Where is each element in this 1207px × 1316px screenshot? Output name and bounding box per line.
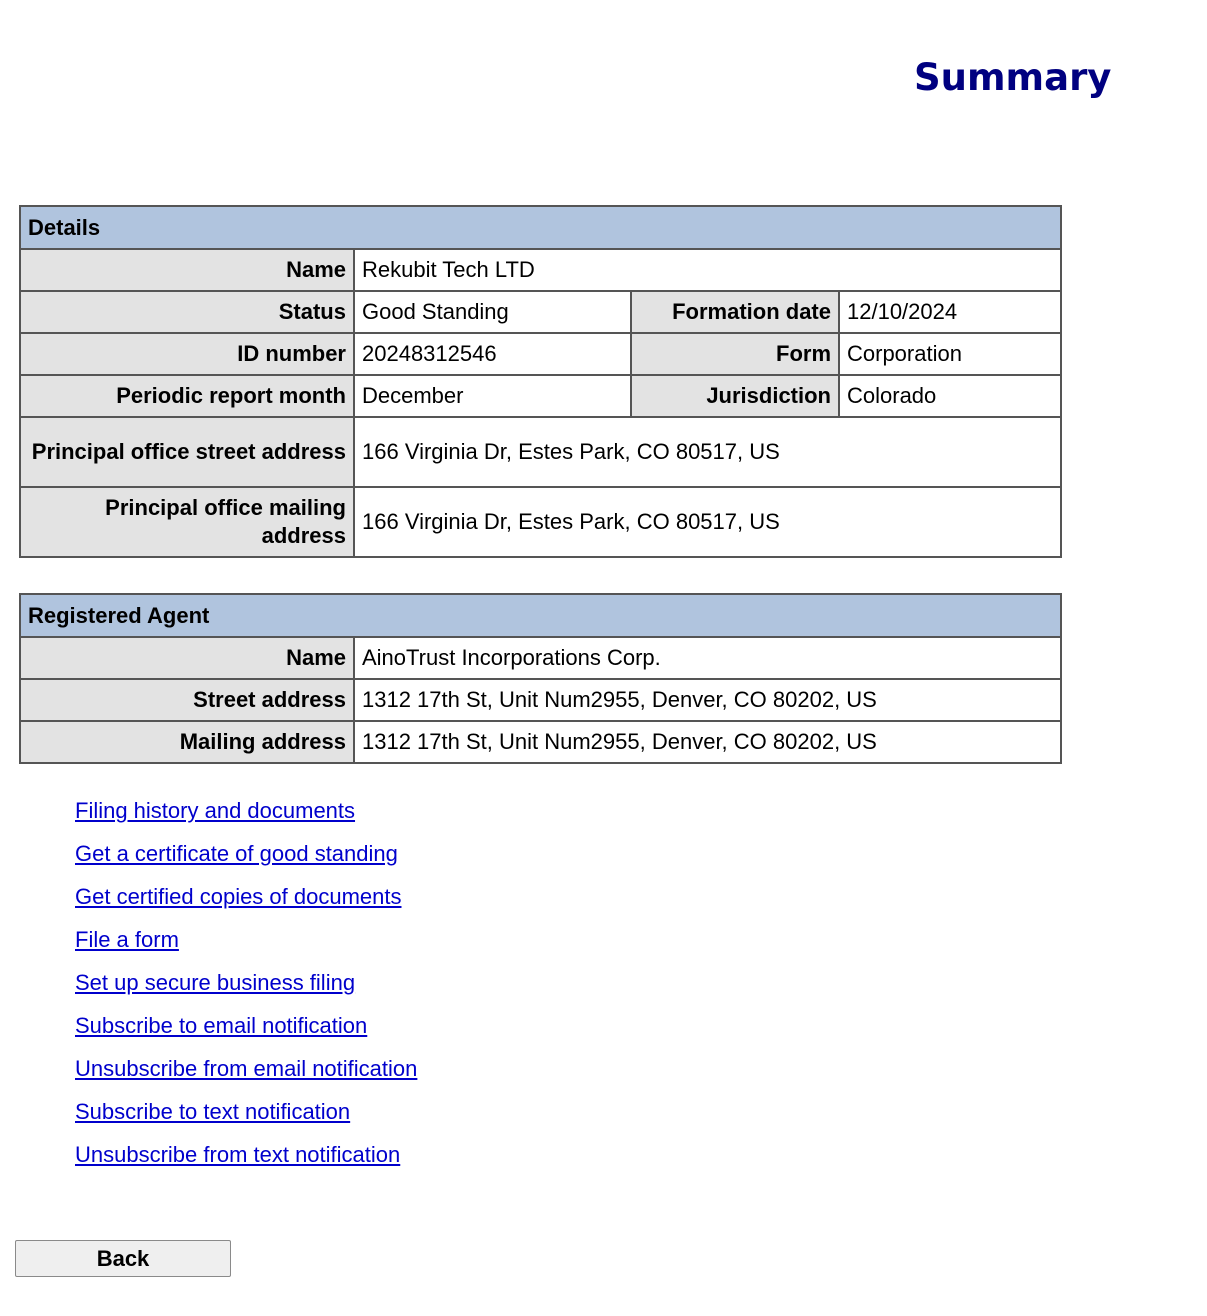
secure-filing-link[interactable]: Set up secure business filing: [75, 970, 356, 995]
file-form-link[interactable]: File a form: [75, 927, 179, 952]
formation-date-label: Formation date: [631, 291, 839, 333]
status-label: Status: [20, 291, 354, 333]
status-value: Good Standing: [354, 291, 631, 333]
action-links: [75, 795, 417, 1182]
list-item: [75, 881, 417, 924]
list-item: [75, 1010, 417, 1053]
back-button[interactable]: Back: [15, 1240, 231, 1277]
certificate-good-standing-link[interactable]: Get a certificate of good standing: [75, 841, 398, 866]
detail-row-status: [20, 291, 1061, 333]
detail-row-street-address: [20, 417, 1061, 487]
entity-name-value: Rekubit Tech LTD: [354, 249, 1061, 291]
agent-name-label: Name: [20, 637, 354, 679]
agent-row-name: [20, 637, 1061, 679]
details-table: [19, 205, 1062, 558]
agent-row-street: [20, 679, 1061, 721]
detail-row-report-month: [20, 375, 1061, 417]
report-month-label: Periodic report month: [20, 375, 354, 417]
certified-copies-link[interactable]: Get certified copies of documents: [75, 884, 402, 909]
list-item: [75, 838, 417, 881]
detail-row-name: [20, 249, 1061, 291]
principal-street-value: 166 Virginia Dr, Estes Park, CO 80517, US: [354, 417, 1061, 487]
entity-name-label: Name: [20, 249, 354, 291]
list-item: [75, 1096, 417, 1139]
subscribe-email-link[interactable]: Subscribe to email notification: [75, 1013, 368, 1038]
unsubscribe-text-link[interactable]: Unsubscribe from text notification: [75, 1142, 401, 1167]
formation-date-value: 12/10/2024: [839, 291, 1061, 333]
details-heading: Details: [20, 206, 1061, 249]
agent-street-label: Street address: [20, 679, 354, 721]
principal-street-label: Principal office street address: [20, 417, 354, 487]
form-value: Corporation: [839, 333, 1061, 375]
jurisdiction-value: Colorado: [839, 375, 1061, 417]
jurisdiction-label: Jurisdiction: [631, 375, 839, 417]
form-label: Form: [631, 333, 839, 375]
id-number-label: ID number: [20, 333, 354, 375]
agent-mailing-value: 1312 17th St, Unit Num2955, Denver, CO 80202, US: [354, 721, 1061, 763]
agent-street-value: 1312 17th St, Unit Num2955, Denver, CO 80202, US: [354, 679, 1061, 721]
list-item: [75, 1053, 417, 1096]
agent-name-value: AinoTrust Incorporations Corp.: [354, 637, 1061, 679]
list-item: [75, 795, 417, 838]
detail-row-mailing-address: [20, 487, 1061, 557]
detail-row-id: [20, 333, 1061, 375]
subscribe-text-link[interactable]: Subscribe to text notification: [75, 1099, 351, 1124]
agent-heading: Registered Agent: [20, 594, 1061, 637]
list-item: [75, 924, 417, 967]
id-number-value: 20248312546: [354, 333, 631, 375]
page-title: Summary: [914, 56, 1112, 99]
agent-row-mailing: [20, 721, 1061, 763]
report-month-value: December: [354, 375, 631, 417]
registered-agent-table: [19, 593, 1062, 764]
agent-mailing-label: Mailing address: [20, 721, 354, 763]
list-item: [75, 967, 417, 1010]
principal-mailing-label: Principal office mailing address: [20, 487, 354, 557]
list-item: [75, 1139, 417, 1182]
principal-mailing-value: 166 Virginia Dr, Estes Park, CO 80517, US: [354, 487, 1061, 557]
unsubscribe-email-link[interactable]: Unsubscribe from email notification: [75, 1056, 418, 1081]
filing-history-link[interactable]: Filing history and documents: [75, 798, 356, 823]
